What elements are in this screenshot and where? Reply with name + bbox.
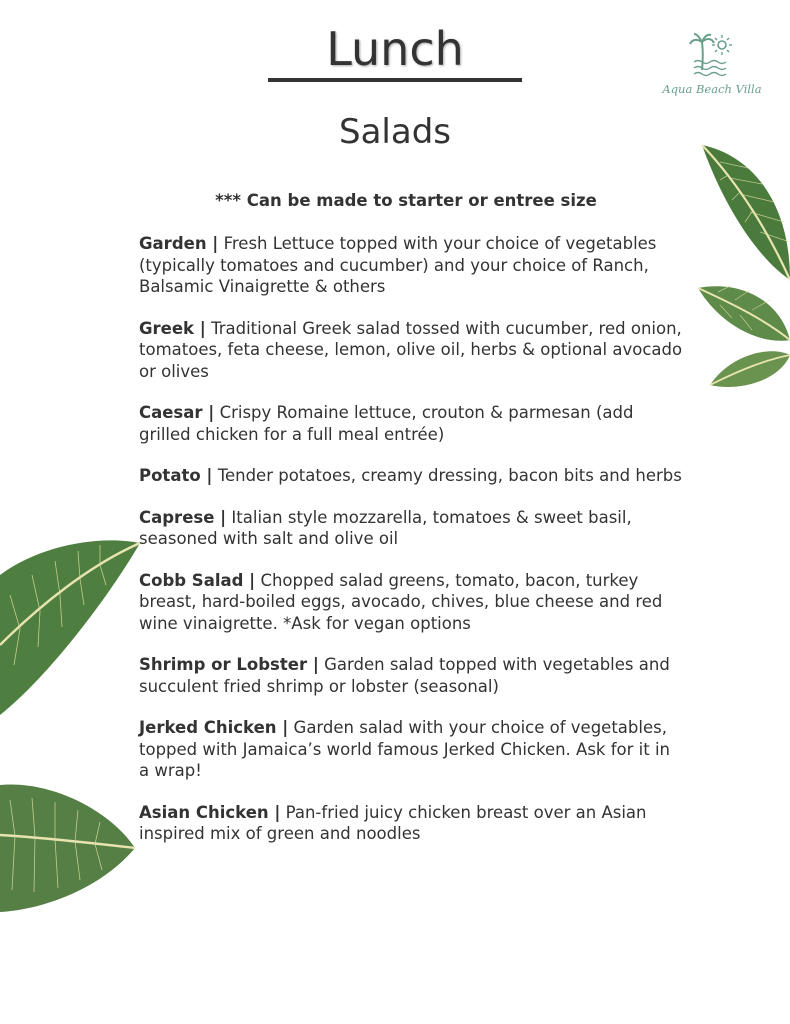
- menu-item: [139, 318, 684, 383]
- section-title: Salads: [339, 112, 451, 152]
- menu-item-description: Italian style mozzarella, tomatoes & sweet basil, seasoned with salt and olive oil: [139, 507, 632, 548]
- menu-item-description: Crispy Romaine lettuce, crouton & parmesan (add grilled chicken for a full meal entrée): [139, 403, 634, 444]
- menu-item-description: Traditional Greek salad tossed with cucumber, red onion, tomatoes, feta cheese, lemon, olive oil, herbs & optional avocado or olives: [139, 318, 683, 381]
- menu-item: [139, 233, 684, 298]
- tropical-leaf-icon: [0, 780, 140, 915]
- brand-name: Aqua Beach Villa: [662, 82, 762, 96]
- menu-item: [139, 802, 684, 845]
- menu-item: [139, 465, 684, 487]
- menu-item-name: Caesar |: [139, 403, 215, 422]
- menu-item-description: Pan-fried juicy chicken breast over an Asian inspired mix of green and noodles: [139, 802, 647, 843]
- menu-item-description: Garden salad with your choice of vegetables, topped with Jamaica’s world famous Jerked Chicken. Ask for it in a wrap!: [139, 718, 671, 780]
- brand-logo: [660, 30, 764, 102]
- menu-item: [139, 402, 684, 445]
- menu-item: [139, 507, 684, 550]
- menu-item-name: Caprese |: [139, 507, 227, 527]
- menu-item-name: Asian Chicken |: [139, 802, 281, 822]
- menu-item-description: Tender potatoes, creamy dressing, bacon bits and herbs: [217, 466, 682, 485]
- palm-tree-sun-waves-icon: [660, 30, 764, 80]
- title-underline: [268, 78, 522, 82]
- menu-item-description: Garden salad topped with vegetables and succulent fried shrimp or lobster (seasonal): [139, 655, 670, 696]
- salad-menu: [139, 233, 684, 865]
- menu-item-name: Shrimp or Lobster |: [139, 655, 319, 674]
- menu-item-name: Garden |: [139, 234, 219, 253]
- menu-item-name: Greek |: [139, 318, 206, 338]
- menu-item-name: Cobb Salad |: [139, 570, 256, 590]
- menu-item-name: Jerked Chicken |: [139, 718, 289, 737]
- menu-item-description: Chopped salad greens, tomato, bacon, turkey breast, hard-boiled eggs, avocado, chives, blue cheese and red wine vinaigrette. *Ask for vegan options: [139, 570, 663, 633]
- menu-item-description: Fresh Lettuce topped with your choice of vegetables (typically tomatoes and cucumber) and your choice of Ranch, Balsamic Vinaigrette & others: [139, 234, 657, 296]
- menu-item: [139, 654, 684, 697]
- tropical-leaf-icon: [0, 535, 145, 720]
- menu-item: [139, 570, 684, 635]
- menu-item: [139, 717, 684, 782]
- size-note: *** Can be made to starter or entree size: [215, 191, 597, 210]
- page-title: Lunch: [326, 22, 464, 76]
- tropical-leaf-icon: [690, 140, 790, 400]
- menu-item-name: Potato |: [139, 466, 213, 485]
